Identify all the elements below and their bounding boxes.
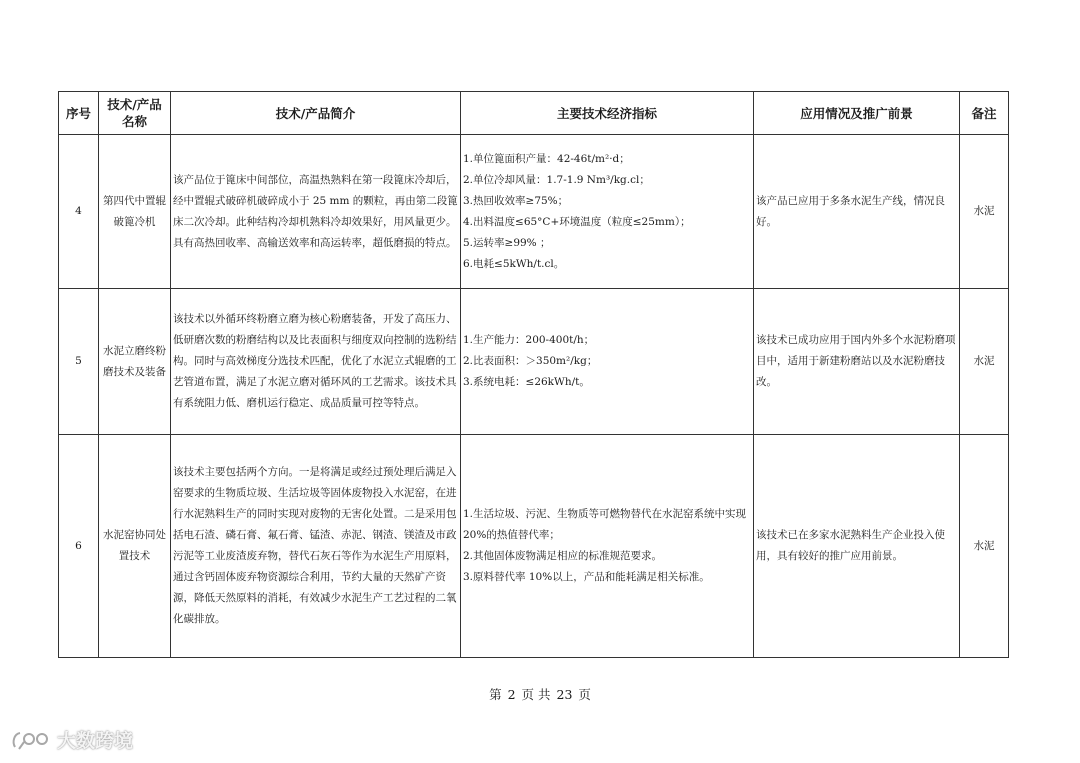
header-application: 应用情况及推广前景 bbox=[754, 92, 960, 135]
indicator-line: 5.运转率≥99% ； bbox=[463, 236, 551, 249]
watermark bbox=[10, 726, 133, 753]
table-row bbox=[59, 135, 1009, 289]
footer-prefix: 第 bbox=[489, 687, 502, 702]
cell-serial: 5 bbox=[59, 289, 99, 435]
cell-description: 该技术以外循环终粉磨立磨为核心粉磨装备，开发了高压力、低研磨次数的粉磨结构以及比表面积与细度双向控制的选粉结构。同时与高效梯度分选技术匹配，优化了水泥立式辊磨的工艺管道布置，满足了水泥立磨对循环风的工艺需求。该技术具有系统阻力低、磨机运行稳定、成品质量可控等特点。 bbox=[171, 289, 461, 435]
cell-serial: 4 bbox=[59, 135, 99, 289]
cell-description: 该技术主要包括两个方向。一是将满足或经过预处理后满足入窑要求的生物质垃圾、生活垃圾等固体废物投入水泥窑，在进行水泥熟料生产的同时实现对废物的无害化处置。二是采用包括电石渣、磷石膏、氟石膏、锰渣、赤泥、钢渣、镁渣及市政污泥等工业废渣废弃物，替代石灰石等作为水泥生产用原料，通过含钙固体废弃物资源综合利用，节约大量的天然矿产资源，降低天然原料的消耗，有效减少水泥生产工艺过程的二氧化碳排放。 bbox=[171, 435, 461, 658]
footer-total-pages: 23 bbox=[556, 687, 573, 702]
technology-table bbox=[58, 91, 1009, 658]
indicator-line: 6.电耗≤5kWh/t.cl。 bbox=[463, 257, 565, 270]
header-indicators: 主要技术经济指标 bbox=[461, 92, 754, 135]
indicator-line: 2.其他固体废物满足相应的标准规范要求。 bbox=[463, 550, 663, 562]
footer-middle: 页 共 bbox=[521, 687, 551, 702]
page-footer bbox=[0, 685, 1080, 703]
table-header-row bbox=[59, 92, 1009, 135]
cell-description: 该产品位于篦床中间部位，高温热熟料在第一段篦床冷却后，经中置辊式破碎机破碎成小于 25 mm 的颗粒，再由第二段篦床二次冷却。此种结构冷却机熟料冷却效果好，用风量更少。具有高热回收率、高输送效率和高运转率，超低磨损的特点。 bbox=[171, 135, 461, 289]
indicator-line: 3.系统电耗：≤26kWh/t。 bbox=[463, 376, 590, 388]
header-name: 技术/产品名称 bbox=[99, 92, 171, 135]
cell-application: 该技术已成功应用于国内外多个水泥粉磨项目中，适用于新建粉磨站以及水泥粉磨技改。 bbox=[754, 289, 960, 435]
indicator-line: 2.单位冷却风量：1.7-1.9 Nm³/kg.cl； bbox=[463, 173, 650, 186]
cell-note: 水泥 bbox=[960, 435, 1009, 658]
indicator-line: 3.原料替代率 10%以上，产品和能耗满足相关标准。 bbox=[463, 571, 710, 583]
cell-indicators bbox=[461, 135, 754, 289]
footer-page-number: 2 bbox=[507, 687, 516, 702]
cell-name: 第四代中置辊破篦冷机 bbox=[99, 135, 171, 289]
cell-name: 水泥窑协同处置技术 bbox=[99, 435, 171, 658]
cell-application: 该技术已在多家水泥熟料生产企业投入使用，具有较好的推广应用前景。 bbox=[754, 435, 960, 658]
cell-indicators bbox=[461, 435, 754, 658]
brand-logo-icon bbox=[10, 727, 54, 753]
cell-application: 该产品已应用于多条水泥生产线，情况良好。 bbox=[754, 135, 960, 289]
indicator-line: 1.生活垃圾、污泥、生物质等可燃物替代在水泥窑系统中实现 20%的热值替代率； bbox=[463, 508, 747, 541]
header-serial: 序号 bbox=[59, 92, 99, 135]
cell-note: 水泥 bbox=[960, 135, 1009, 289]
table-row bbox=[59, 435, 1009, 658]
indicator-line: 3.热回收效率≥75%； bbox=[463, 194, 569, 207]
cell-note: 水泥 bbox=[960, 289, 1009, 435]
indicator-line: 1.单位篦面积产量：42-46t/m²·d； bbox=[463, 152, 630, 165]
table-row bbox=[59, 289, 1009, 435]
indicator-line: 2.比表面积：＞350m²/kg； bbox=[463, 355, 598, 367]
indicator-line: 4.出料温度≤65°C+环境温度（粒度≤25mm）； bbox=[463, 215, 691, 228]
header-description: 技术/产品简介 bbox=[171, 92, 461, 135]
cell-indicators bbox=[461, 289, 754, 435]
watermark-text: 大数跨境 bbox=[57, 730, 134, 752]
cell-name: 水泥立磨终粉磨技术及装备 bbox=[99, 289, 171, 435]
cell-serial: 6 bbox=[59, 435, 99, 658]
footer-suffix: 页 bbox=[578, 687, 591, 702]
header-note: 备注 bbox=[960, 92, 1009, 135]
indicator-line: 1.生产能力：200-400t/h； bbox=[463, 334, 595, 346]
